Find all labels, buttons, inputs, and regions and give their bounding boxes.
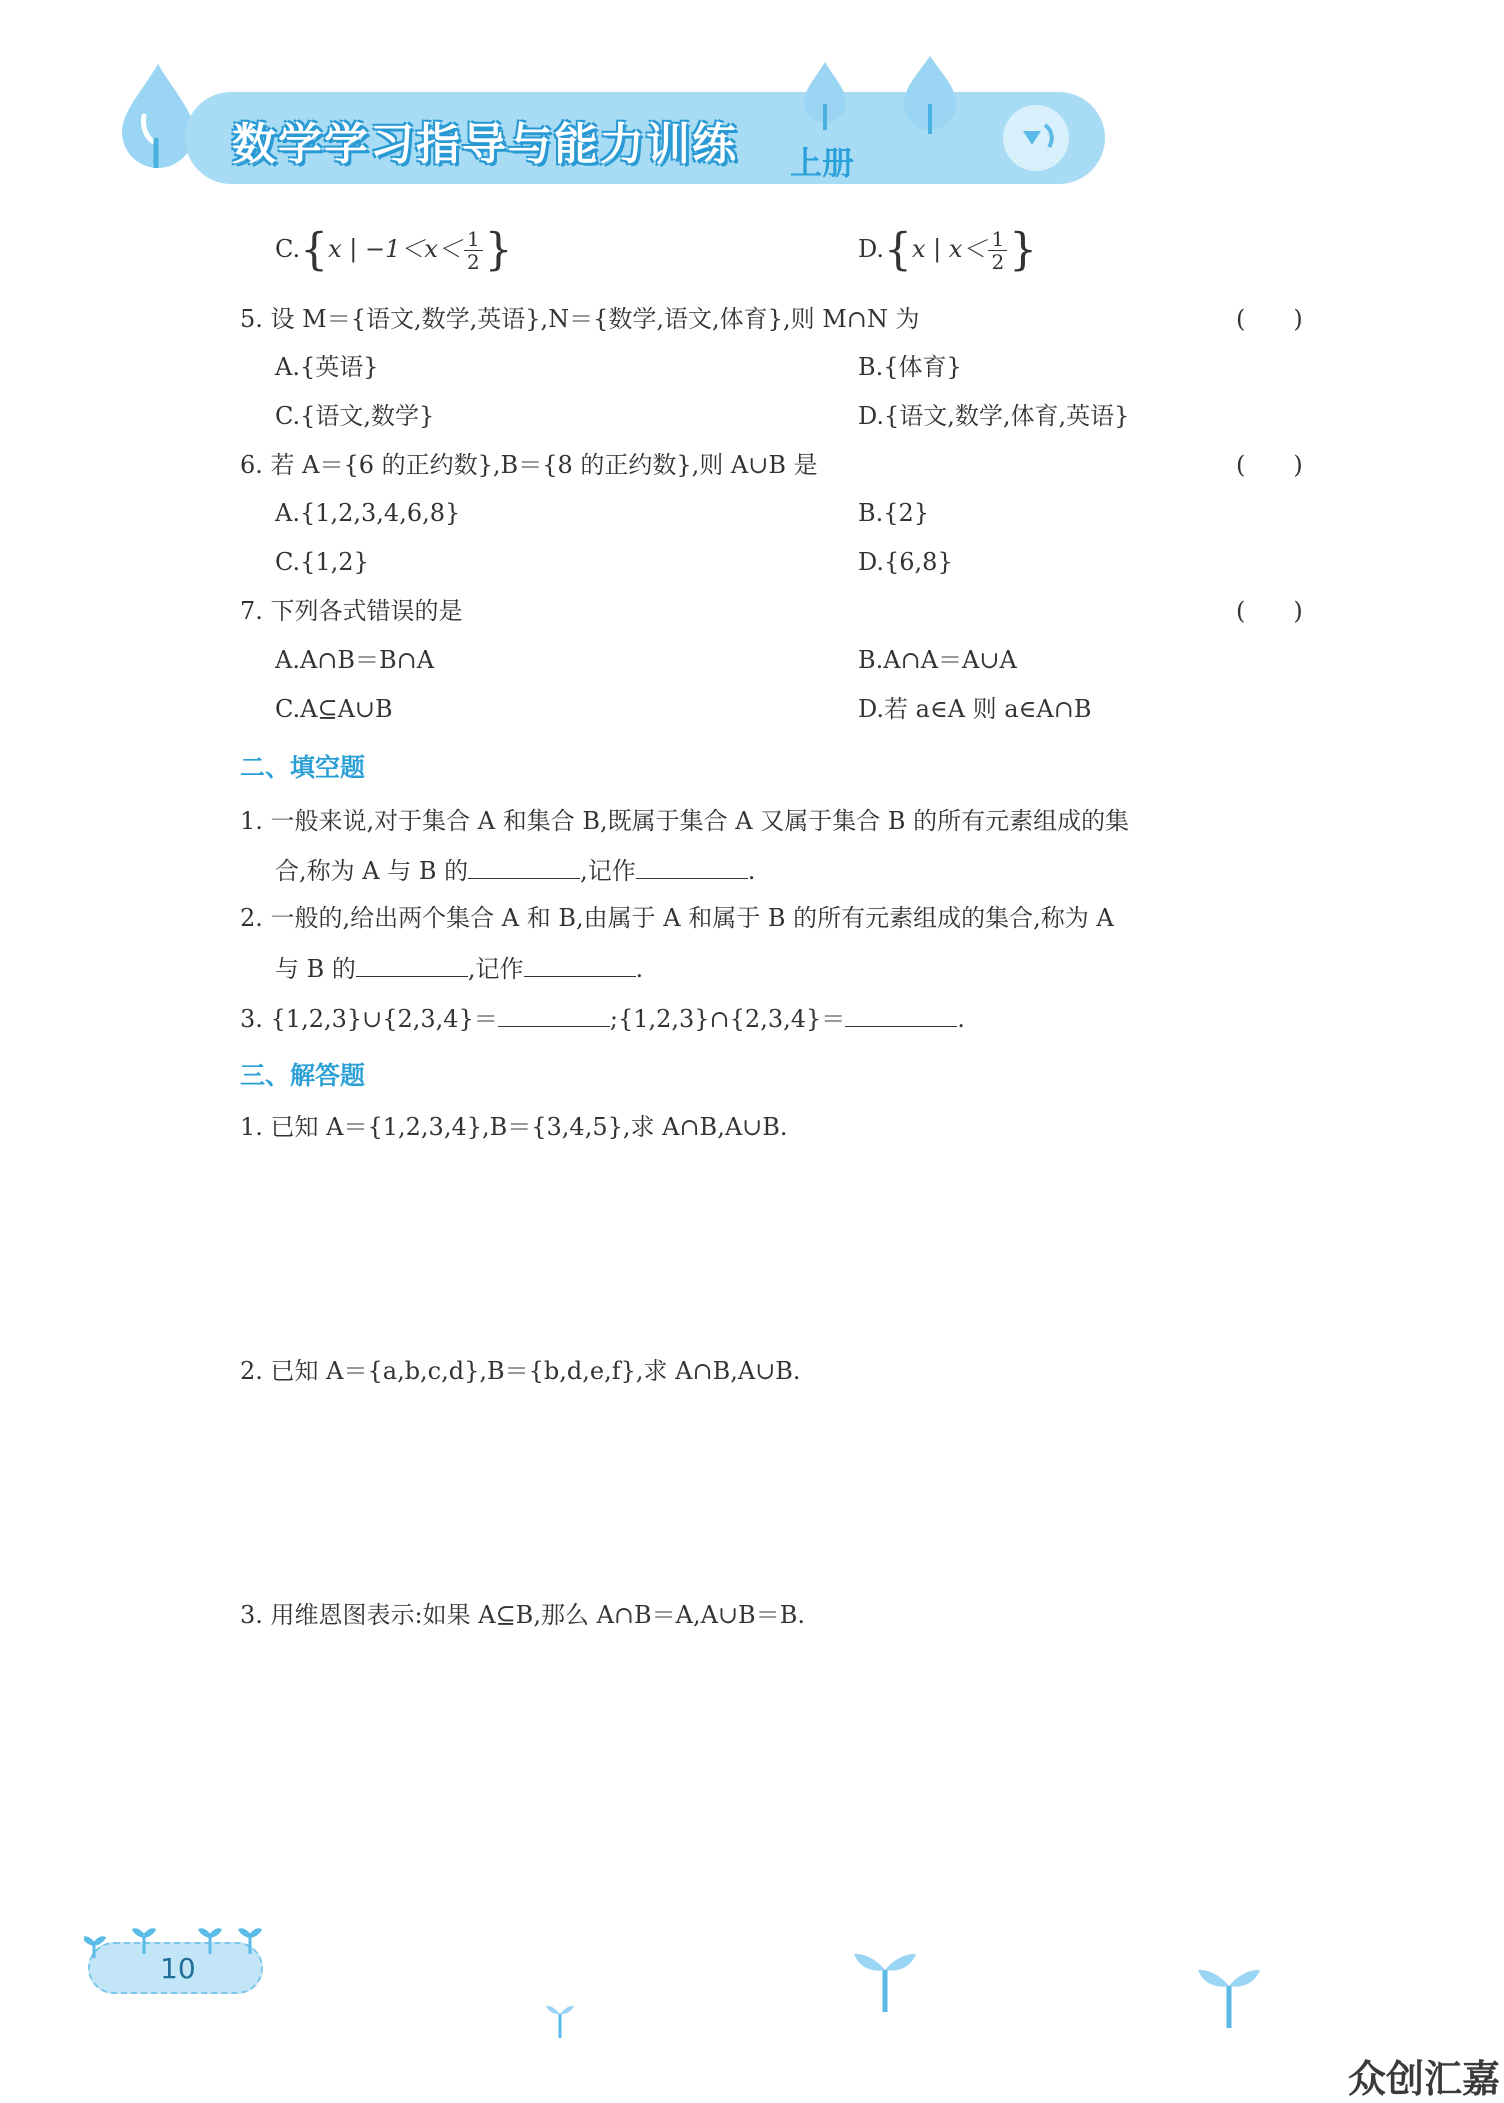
q6-answer-paren[interactable]: ( ) xyxy=(1236,451,1303,479)
q5-option-a: A.{英语} xyxy=(275,353,379,381)
header-droplet-left-icon xyxy=(118,60,198,172)
q5-answer-paren[interactable]: ( ) xyxy=(1236,305,1303,333)
header-droplet-right-icon xyxy=(900,52,960,138)
solve-q2: 2. 已知 A＝{a,b,c,d},B＝{b,d,e,f},求 A∩B,A∪B. xyxy=(240,1357,801,1385)
section-solve-title: 三、解答题 xyxy=(240,1061,366,1090)
answer-blank[interactable] xyxy=(845,1000,957,1027)
q6-option-c: C.{1,2} xyxy=(275,548,369,576)
q7-option-b: B.A∩A＝A∪A xyxy=(858,646,1017,674)
q5-option-c: C.{语文,数学} xyxy=(275,402,435,430)
fill-q3: 3. {1,2,3}∪{2,3,4}＝ ;{1,2,3}∩{2,3,4}＝ . xyxy=(240,1000,965,1036)
sprout-medium-icon xyxy=(850,1948,920,2014)
q6-option-b: B.{2} xyxy=(858,499,930,527)
q7-stem: 7. 下列各式错误的是 xyxy=(240,597,463,625)
q4-option-d: D.{x | x＜ $\frac{1}{2}$ } xyxy=(858,224,1038,276)
q7-answer-paren[interactable]: ( ) xyxy=(1236,597,1303,625)
answer-blank[interactable] xyxy=(356,950,468,977)
sprout-small-icon xyxy=(544,2000,576,2040)
fill-q1-line1: 1. 一般来说,对于集合 A 和集合 B,既属于集合 A 又属于集合 B 的所有元素组成的集 xyxy=(240,807,1130,835)
answer-blank[interactable] xyxy=(636,852,748,879)
answer-blank[interactable] xyxy=(498,1000,610,1027)
fraction: $\frac{1}{2}$ xyxy=(464,228,483,273)
watermark: 众创汇嘉 xyxy=(1348,2057,1501,2101)
q6-option-a: A.{1,2,3,4,6,8} xyxy=(275,499,461,527)
fill-q2-line2: 与 B 的 ,记作 . xyxy=(275,950,643,986)
fill-q2-line1: 2. 一般的,给出两个集合 A 和 B,由属于 A 和属于 B 的所有元素组成的集合,称为 A xyxy=(240,904,1114,932)
q6-option-d: D.{6,8} xyxy=(858,548,953,576)
answer-blank[interactable] xyxy=(468,852,580,879)
q4-option-c: C.{x | −1＜x＜ $\frac{1}{2}$ } xyxy=(275,224,513,276)
q7-option-c: C.A⊆A∪B xyxy=(275,695,393,723)
q6-stem: 6. 若 A＝{6 的正约数},B＝{8 的正约数},则 A∪B 是 xyxy=(240,451,818,479)
q7-option-a: A.A∩B＝B∩A xyxy=(275,646,435,674)
fill-q1-line2: 合,称为 A 与 B 的 ,记作 . xyxy=(275,852,755,888)
solve-q3: 3. 用维恩图表示:如果 A⊆B,那么 A∩B＝A,A∪B＝B. xyxy=(240,1601,805,1629)
section-fill-in-title: 二、填空题 xyxy=(240,753,366,782)
sprout-right-icon xyxy=(1194,1964,1264,2030)
q5-option-b: B.{体育} xyxy=(858,353,962,381)
fraction: $\frac{1}{2}$ xyxy=(988,228,1007,273)
page-number: 10 xyxy=(160,1952,196,1985)
book-title: 数学学习指导与能力训练 xyxy=(232,119,738,170)
q5-option-d: D.{语文,数学,体育,英语} xyxy=(858,402,1130,430)
solve-q1: 1. 已知 A＝{1,2,3,4},B＝{3,4,5},求 A∩B,A∪B. xyxy=(240,1113,788,1141)
q7-option-d: D.若 a∈A 则 a∈A∩B xyxy=(858,695,1092,723)
answer-blank[interactable] xyxy=(524,950,636,977)
play-down-icon xyxy=(1003,105,1069,171)
header-droplet-small-icon xyxy=(800,58,850,134)
header-play-badge xyxy=(1003,105,1069,171)
book-volume: 上册 xyxy=(790,144,855,182)
q5-stem: 5. 设 M＝{语文,数学,英语},N＝{数学,语文,体育},则 M∩N 为 xyxy=(240,305,920,333)
